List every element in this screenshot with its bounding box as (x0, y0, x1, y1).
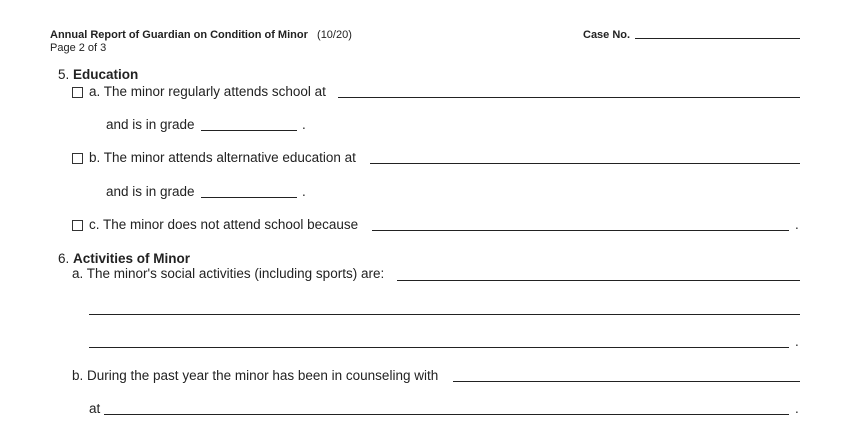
activities-heading: Activities of Minor (73, 251, 191, 266)
form-title-line (50, 29, 352, 41)
item-6a-period: . (795, 334, 799, 349)
section-6-heading: 6. Activities of Minor (58, 251, 191, 266)
page-number: Page 2 of 3 (50, 42, 107, 54)
item-5a-label: a. The minor regularly attends school at (89, 84, 326, 99)
alternative-education-field[interactable] (370, 163, 800, 164)
form-title: Annual Report of Guardian on Condition of Minor (50, 29, 308, 41)
grade-5a-period: . (302, 117, 306, 132)
education-heading: Education (73, 67, 139, 82)
counseling-at-label: at (89, 401, 101, 416)
item-5c-period: . (795, 217, 799, 232)
counseling-provider-field[interactable] (453, 381, 800, 382)
no-school-reason-field[interactable] (372, 230, 789, 231)
school-name-field[interactable] (338, 97, 800, 98)
case-number-label: Case No. (583, 29, 631, 41)
social-activities-field-3[interactable] (89, 347, 789, 348)
checkbox-5c[interactable] (72, 220, 83, 231)
grade-5a-label: and is in grade (106, 117, 195, 132)
counseling-location-field[interactable] (104, 414, 789, 415)
checkbox-5a[interactable] (72, 87, 83, 98)
grade-5a-field[interactable] (201, 130, 297, 131)
item-6b-period: . (795, 401, 799, 416)
grade-5b-field[interactable] (201, 197, 297, 198)
section-5-heading: 5. Education (58, 67, 139, 82)
grade-5b-period: . (302, 184, 306, 199)
case-number-field[interactable] (635, 38, 800, 39)
item-5c-label: c. The minor does not attend school because (89, 217, 359, 232)
item-5b-label: b. The minor attends alternative education at (89, 150, 356, 165)
social-activities-field-1[interactable] (397, 280, 800, 281)
social-activities-field-2[interactable] (89, 314, 800, 315)
form-version: (10/20) (317, 29, 352, 41)
item-6a-label: a. The minor's social activities (including sports) are: (72, 266, 385, 281)
grade-5b-label: and is in grade (106, 184, 195, 199)
item-6b-label: b. During the past year the minor has been in counseling with (72, 368, 439, 383)
checkbox-5b[interactable] (72, 153, 83, 164)
